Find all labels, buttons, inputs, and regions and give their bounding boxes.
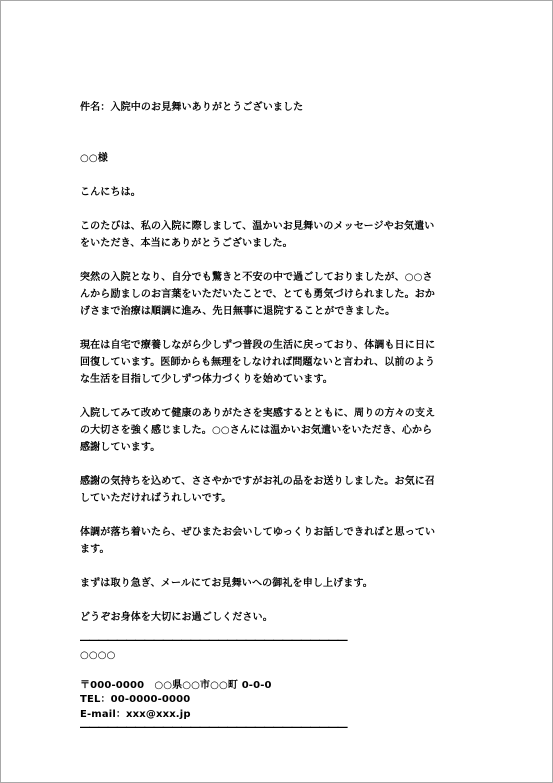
- paragraph-2: [80, 269, 480, 320]
- signature-email: E-mail：xxx@xxx.jp: [80, 708, 191, 720]
- recipient-text: ○○様: [80, 153, 108, 164]
- paragraph-6: [80, 524, 480, 558]
- spacer: [80, 664, 480, 679]
- paragraph-4: [80, 405, 480, 456]
- signature-tel: TEL：00-0000-0000: [80, 694, 191, 705]
- paragraph-line: ます。: [80, 544, 110, 555]
- signature-divider-top: ―――――――――――――――――――――――――――――: [80, 635, 347, 646]
- paragraph-line: んから励ましのお言葉をいただいたことで、とても勇気づけられました。おか: [80, 289, 436, 300]
- paragraph-line: 体調が落ち着いたら、ぜひまたお会いしてゆっくりお話しできればと思ってい: [80, 527, 436, 538]
- paragraph-line: 入院してみて改めて健康のありがたさを実感するとともに、周りの方々の支え: [80, 408, 436, 419]
- paragraph-line: 突然の入院となり、自分でも驚きと不安の中で過ごしておりましたが、○○さ: [80, 272, 433, 283]
- paragraph-line: げさまで治療は順調に進み、先日無事に退院することができました。: [80, 306, 396, 317]
- paragraph-7: [80, 575, 480, 592]
- paragraph-line: 感謝しています。: [80, 442, 161, 453]
- paragraph-line: このたびは、私の入院に際しまして、温かいお見舞いのメッセージやお気遣い: [80, 221, 435, 232]
- signature-divider-bottom: ―――――――――――――――――――――――――――――: [80, 722, 347, 733]
- paragraph-line: していただければうれしいです。: [80, 493, 232, 504]
- subject-line: [80, 99, 480, 116]
- paragraph-3: [80, 337, 480, 388]
- paragraph-line: な生活を目指して少しずつ体力づくりを始めています。: [80, 374, 333, 385]
- paragraph-line: 現在は自宅で療養しながら少しずつ普段の生活に戻っており、体調も日に日に: [80, 340, 436, 351]
- paragraph-line: の大切さを強く感じました。○○さんには温かいお気遣いをいただき、心から: [80, 425, 433, 436]
- signature-address: 〒000-0000 ○○県○○市○○町 0-0-0: [80, 679, 272, 691]
- signature-block: [80, 635, 480, 734]
- greeting-line: [80, 184, 480, 201]
- letter-body: [80, 99, 480, 734]
- paragraph-line: まずは取り急ぎ、メールにてお見舞いへの御礼を申し上げます。: [80, 578, 373, 589]
- greeting-text: こんにちは。: [80, 187, 141, 198]
- paragraph-5: [80, 473, 480, 507]
- recipient-line: [80, 150, 480, 167]
- paragraph-line: 感謝の気持ちを込めて、ささやかですがお礼の品をお送りしました。お気に召: [80, 476, 436, 487]
- paragraph-line: をいただき、本当にありがとうございました。: [80, 238, 293, 249]
- signature-name: ○○○○: [80, 650, 116, 661]
- paragraph-1: [80, 218, 480, 252]
- paragraph-8: [80, 609, 480, 626]
- paragraph-line: どうぞお身体を大切にお過ごしください。: [80, 612, 273, 623]
- spacer: [80, 133, 480, 150]
- subject-text: 件名：入院中のお見舞いありがとうございました: [80, 102, 304, 113]
- paragraph-line: 回復しています。医師からも無理をしなければ問題ないと言われ、以前のよう: [80, 357, 436, 368]
